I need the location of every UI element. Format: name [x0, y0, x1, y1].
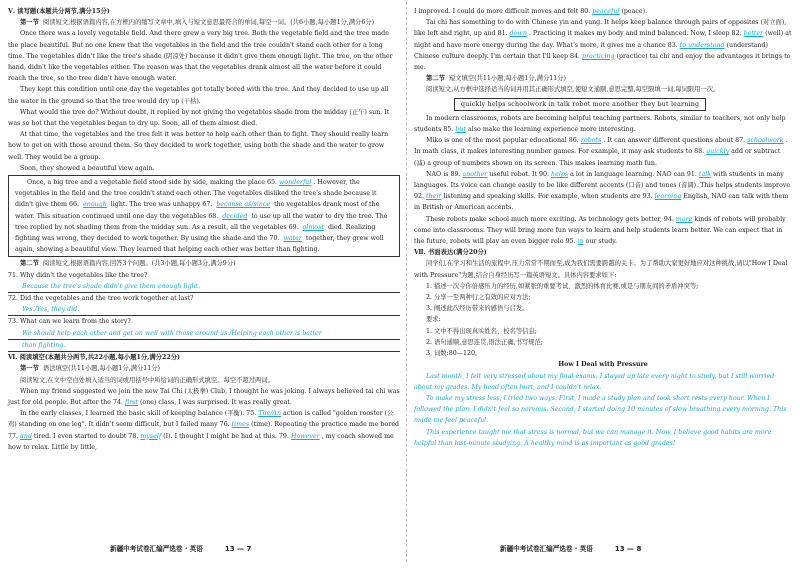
section-6-title: Ⅵ. 阅读填空(本题共分两节,共22小题,每小题1分,满分22分): [8, 354, 181, 362]
answer-75: The/An: [258, 410, 282, 418]
footer-title: 新疆中考试卷汇编严选卷 · 英语: [110, 545, 203, 553]
answer-69: almost: [302, 223, 324, 231]
answer-68: decided: [222, 212, 248, 220]
answer-94: more: [675, 215, 693, 223]
part1-instructions: [8, 17, 400, 28]
robots-paragraph: Miko is one of the most popular educational 86. robots . It can answer different questions about 87. schoolwork . In math class, it makes interesting number games. For example, it may ask students to 88. quickly add or subtract (减) a group of numbers shown on its screen. This makes learning math fun.: [414, 137, 788, 167]
answer-90: helps: [551, 170, 569, 178]
taichi-paragraph: In the early classes, I learned the basic skill of keeping balance (平衡). 75. The/An action is called "golden rooster (公鸡) standing on one leg". It didn't seem difficult, but I failed many 76. times (time). Repeating the practice made me bored 77. and tired. I even started to doubt 78. myself (I). I thought I might be had at this. 79. However , my coach showed me how to relax. Little by little,: [8, 410, 400, 451]
writing-point: 2. 分享一至两种行之有效的应对方法;: [426, 294, 531, 302]
answer-83: to understand: [679, 41, 725, 49]
answer-93: learning: [654, 193, 682, 201]
page-number: 13 — 8: [614, 545, 642, 553]
robots-paragraph: In modern classrooms, robots are becoming helpful teaching partners. Robots, similar to teachers, not only help students 85. but also make the learning experience more interesting.: [414, 114, 786, 134]
fill-instructions: 第二节 短文填空(共11小题,每小题1分,满分11分): [426, 75, 567, 83]
part1-instr-text: 阅读短文,根据语篇内容,在方框内的缩写文章中,填入与短文意思最符合的单词,每空一词。(共6小题,每小题1分,满分6分): [42, 19, 375, 27]
requirement-item: 1. 文中不得出现真实姓名、校名等信息;: [426, 327, 537, 335]
page-number: 13 — 7: [224, 545, 252, 553]
answer-79: However: [290, 432, 320, 440]
passage-paragraph: What would the tree do? Without doubt, it replied by not giving the vegetables shade from the midday (正午) sun. It was so hot that the vegetables began to dry up. Soon, all of them almost died.: [8, 108, 390, 128]
taichi-paragraph: Tai chi has something to do with Chinese yin and yang. It helps keep balance through pairs of opposites (对立面), like left and right, up and 81. down . Practicing it makes my body and mind balanced. Now, I sleep 82. better (well) at night and have more energy during the day. What's more, it gives me a chance 83. to understand (understand) Chinese culture deeply. I'm certain that I'll keep 84. practicing (practice) tai chi and enjoy the advantages it brings to me.: [414, 19, 792, 72]
essay-paragraph: This experience taught me that stress is normal, but we can manage it. Now, I believe good habits are more helpful than last-minute studying. A healthy mind is as important as good grades!: [414, 428, 772, 447]
answer-76: times: [231, 421, 250, 429]
part2-label: 第二节: [20, 260, 39, 268]
model-essay: [414, 371, 792, 449]
answer-73-line1: We should help each other and get on well with those around us./Helping each other is better: [8, 328, 400, 340]
section-5-title: Ⅴ. 读写题(本题共分两节,满分15分): [8, 8, 110, 15]
answer-91: talk: [698, 170, 712, 178]
left-footer: [110, 544, 251, 555]
essay-paragraph: Last month, I felt very stressed about my final exams. I stayed up late every night to study, but I still worried about my grades. My head often hurt, and I couldn't relax.: [414, 372, 775, 391]
answer-71: Because the tree's shade didn't give them enough light.: [8, 281, 400, 293]
passage-paragraph: They kept this condition until one day the vegetables got totally bored with the tree. And they decided to use up all the water in the ground so that the tree would dry up (干枯).: [8, 86, 389, 105]
requirement-item: 3. 词数:80—120。: [426, 350, 482, 358]
answer-80: peaceful: [592, 8, 620, 15]
column-divider: [406, 2, 407, 562]
answer-85: but: [455, 126, 467, 134]
answer-86: robots: [580, 137, 602, 145]
writing-point: 1. 描述一次令你倍感压力的经历,如紧张的重要考试、激烈的体育比赛,或是与朋友间的矛盾冲突等;: [426, 282, 699, 290]
passage-paragraph: Soon, they showed a beautiful view again.: [20, 164, 155, 172]
answer-67: because as/since: [216, 201, 271, 209]
essay-title: How I Deal with Pressure: [558, 361, 648, 369]
writing-instructions: 同学们,在学习和生活的旅程中,压力常常不期而至,成为我们需要跨越的关卡。为了帮助大家更好地应对这种挑战,请以"How I Deal with Pressure"为题,结合自身经历写一篇英语短文。具体内容要求如下:: [414, 260, 788, 279]
passage-paragraph: At that time, the vegetables and the tree felt it was better to help each other than to fight. They should really learn how to get on with those around them. So they decided to work together, using both the shade and the water to grow well. They would be a group.: [8, 131, 389, 161]
answer-81: down: [509, 30, 527, 38]
answer-70: water: [283, 235, 302, 243]
answer-77: and: [20, 432, 32, 440]
answer-89: another: [462, 170, 488, 178]
summary-box: [8, 175, 400, 257]
question-71: 71. Why didn't the vegetables like the tree?: [8, 271, 148, 279]
answer-92: their: [426, 193, 442, 201]
question-72: 72. Did the vegetables and the tree work together at last?: [8, 295, 194, 303]
part2-instructions: 第二节 阅读短文,根据语篇内容,回答3个问题。(共3小题,每小题3分,满分9分): [20, 260, 236, 268]
part1-label: 第一节: [20, 19, 39, 27]
taichi-paragraph: When my friend suggested we join the new Tai Chi (太极拳) Club, I thought he was joking. I always believed tai chi was just for old people. But after the 74. first (one) class, I was surprised. It was really great.: [8, 387, 400, 406]
robots-paragraph: These robots make school much more exciting. As technology gets better, 94. more kinds of robots will probably come into classrooms. They will bring more fun ways to learn and help students learn better. We can expect that in the future, robots will play an even bigger role 95. in our study.: [414, 215, 786, 246]
grammar-instructions: 第一节 语法填空(共11小题,每小题1分,满分11分): [20, 365, 161, 373]
section-7-title: Ⅶ. 书面表达(满分20分): [414, 249, 487, 257]
taichi-paragraph: I improved. I could do more difficult moves and felt 80. peaceful (peace).: [414, 8, 648, 15]
answer-78: myself: [140, 432, 162, 440]
word-bank: quickly helps schoolwork in talk robot more another they but learning: [454, 98, 706, 111]
right-column: [414, 6, 792, 449]
answer-65: wonderful: [278, 179, 312, 187]
essay-paragraph: To make my stress less, I tried two ways. First, I made a study plan and took short rests every hour. When I followed the plan, I didn't feel so nervous. Second, I started doing 10 minutes of slow breathing every morning. This made me feel peaceful.: [414, 394, 787, 425]
answer-74: first: [124, 398, 138, 406]
passage-paragraph: Once there was a lovely vegetable field. And there grew a very big tree. Both the vegetable field and the tree made the place beautiful. But no one knew that the vegetables in the field and the tree couldn't stand each other for a long time. The vegetables didn't like the tree's shade (阴凉处) because it didn't give them enough light. The tree, on the other hand, didn't like the vegetables either. The reason was that the vegetables drank almost all the water before it could reach the tree, so the tree didn't have enough water.: [8, 30, 393, 83]
right-footer: [500, 544, 641, 555]
robots-paragraph: NAO is 89. another useful robot. It 90. helps a lot in language learning. NAO can 91. talk with students in many languages. Its voice can change easily to be like different accents (口音) and tones (音调). This helps students improve 92. their listening and speaking skills. For example, when students are 93. learning English, NAO can talk with them in British or American accents.: [414, 170, 791, 212]
answer-66: enough: [83, 201, 107, 209]
answer-87: schoolwork: [747, 137, 784, 145]
answer-88: quickly: [706, 148, 730, 156]
left-column: [8, 6, 400, 453]
answer-73-line2: than fighting.: [8, 340, 400, 352]
question-73: 73. What can we learn from the story?: [8, 318, 131, 326]
grammar-instructions-2: 阅读短文,在文中空白处填入适当的词或用括号中所给词的正确形式填空。每空不超过两词。: [20, 376, 274, 384]
fill-instructions-2: 阅读短文,从方框中选择适当的词并用其正确形式填空,使短文通顺,意思完整,每空限填一词,每词限用一次。: [426, 86, 720, 94]
summary-text: Once, a big tree and a vegetable field stood side by side, making the place 65. wonderful . However, the vegetables in the field and the tree couldn't stand each other. The vegetables disliked the tree's shade because it didn't give them 66. enough light. The tree was unhappy 67. because as/since the vegetables drank most of the water. This situation continued until one day the vegetables 68. decided to use up all the water to dry the tree. The tree replied by not shading them from the midday sun. As a result, all the vegetables 69. almost died. Realizing fighting was wrong, they decided to work together. By using the shade and the 70. water together, they grew well again, showing a beautiful view. They learned that helping each other was better than fighting.: [15, 179, 388, 254]
answer-72: Yes./Yes, they did.: [8, 304, 400, 316]
answer-84: practicing: [582, 52, 615, 60]
requirements-title: 要求:: [426, 316, 441, 324]
answer-82: better: [743, 30, 764, 38]
footer-title: 新疆中考试卷汇编严选卷 · 英语: [500, 545, 593, 553]
writing-point: 3. 阐述此次经历带来的感悟与启发。: [426, 305, 529, 313]
answer-95: in: [577, 238, 584, 246]
requirement-item: 2. 语句通顺,意思连贯,语法正确,书写规范;: [426, 338, 543, 346]
